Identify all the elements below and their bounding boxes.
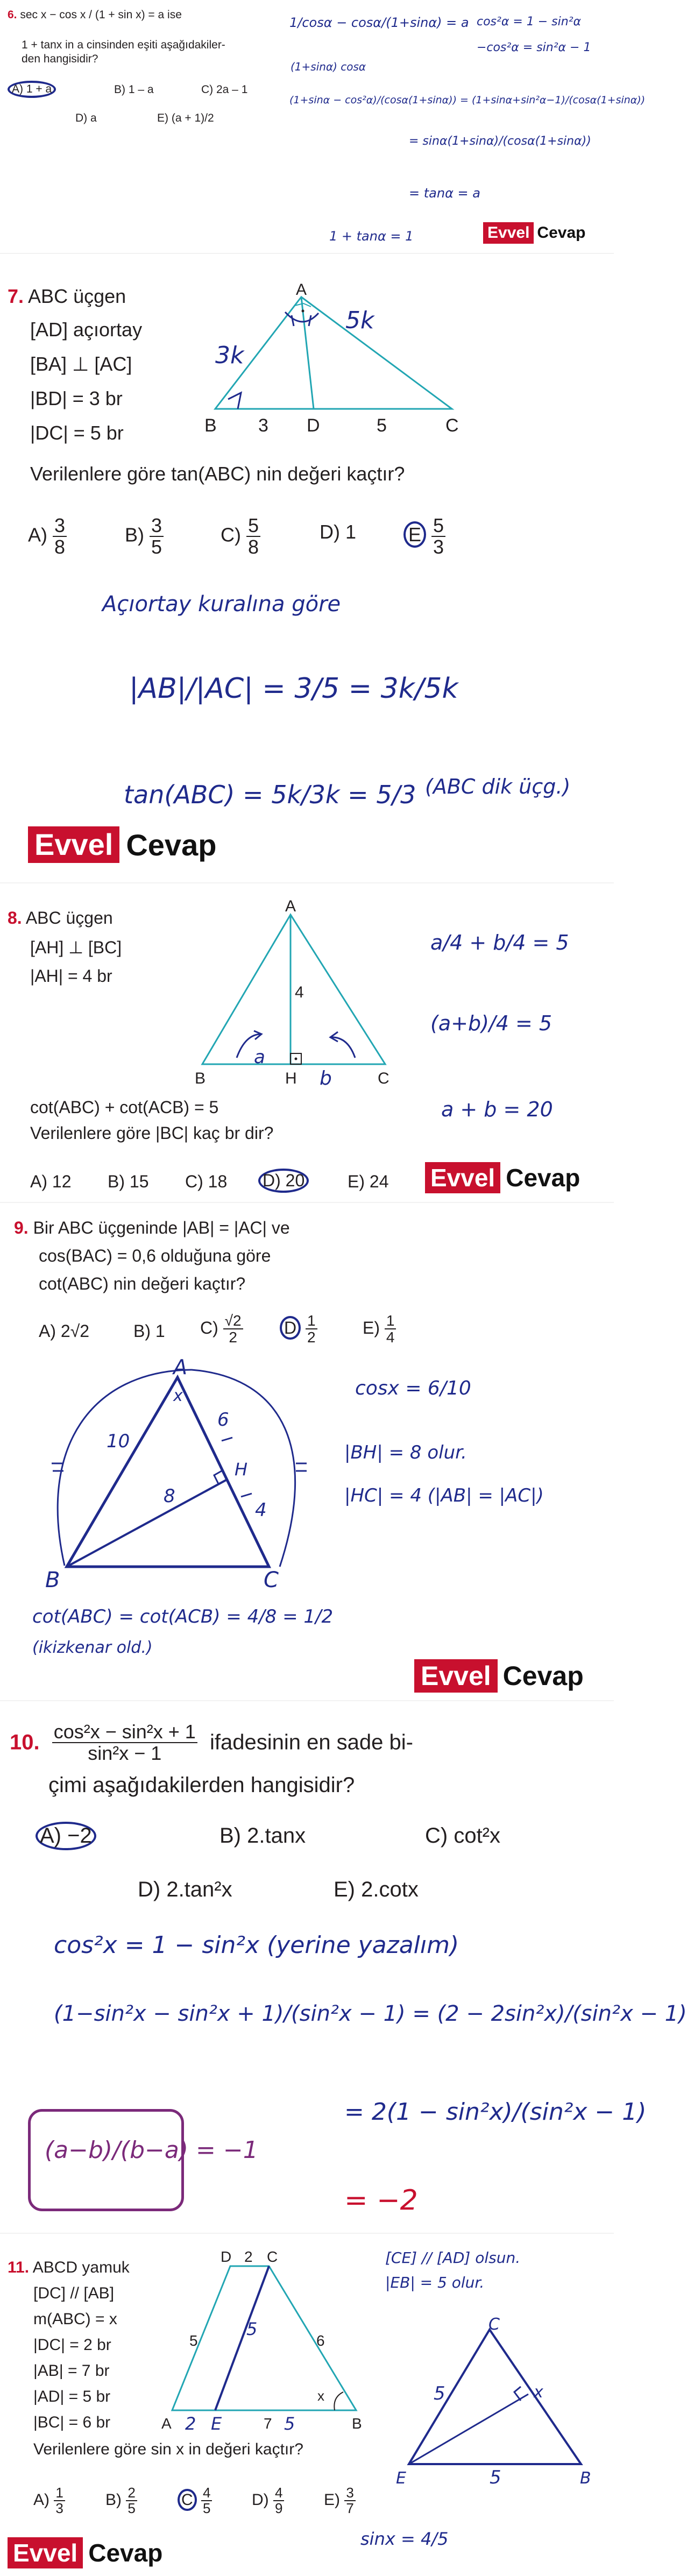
q7-option-d[interactable]: D) 1 — [320, 521, 357, 543]
q11-vertex-a: A — [161, 2415, 172, 2432]
q9-option-c[interactable]: C) $\frac{√2}{2}$ — [200, 1313, 243, 1346]
q8-work-2: (a+b)/4 = 5 — [430, 1011, 553, 1035]
evvel-logo: Evvel — [425, 1162, 500, 1193]
cevap-label: Cevap — [506, 1164, 580, 1192]
q11-line6: |AD| = 5 br — [33, 2388, 111, 2405]
q10-work-1: cos²x = 1 − sin²x (yerine yazalım) — [54, 1931, 459, 1959]
q11-vertex-d: D — [221, 2248, 232, 2265]
q6-option-e[interactable]: E) (a + 1)/2 — [157, 112, 214, 124]
q10-line2: çimi aşağıdakilerden hangisidir? — [48, 1773, 355, 1797]
q8-label-ah: 4 — [295, 983, 304, 1001]
q11-helper-e: E — [396, 2469, 406, 2488]
q9-line1: 9. Bir ABC üçgeninde |AB| = |AC| ve — [14, 1218, 290, 1237]
q9-vertex-b: B — [45, 1568, 60, 1593]
q6-work-5: (1+sinα − cos²α)/(cosα(1+sinα)) = (1+sinα+sin²α−1)/(cosα(1+sinα)) — [289, 94, 646, 106]
q11-label-ad: 5 — [189, 2332, 198, 2349]
q7-work-1: Açıortay kuralına göre — [102, 592, 341, 617]
q8-question: Verilenlere göre |BC| kaç br dir? — [30, 1123, 274, 1143]
q9-vertex-c: C — [264, 1568, 279, 1593]
q8-option-b[interactable]: B) 15 — [108, 1172, 149, 1191]
q11-work-1: [CE] // [AD] olsun. — [385, 2249, 521, 2267]
q7-line5: |DC| = 5 br — [30, 422, 124, 444]
q9-work-5: (ikizkenar old.) — [32, 1638, 153, 1657]
divider — [0, 253, 614, 254]
q10-work-3: = 2(1 − sin²x)/(sin²x − 1) — [344, 2098, 647, 2126]
q6-evvel-cevap-badge[interactable] — [483, 222, 585, 244]
q7-work-2: |AB|/|AC| = 3/5 = 3k/5k — [129, 673, 458, 705]
q11-vertex-e: E — [211, 2414, 222, 2434]
q10-numerator: cos²x − sin²x + 1 — [52, 1722, 197, 1743]
q11-option-b[interactable]: B) $\frac{2}{5}$ — [105, 2486, 137, 2516]
q10-number: 10. — [10, 1730, 40, 1754]
q8-equation: cot(ABC) + cot(ACB) = 5 — [30, 1098, 219, 1117]
q9-work-2: |BH| = 8 olur. — [344, 1442, 467, 1463]
q9-line2: cos(BAC) = 0,6 olduğuna göre — [39, 1246, 271, 1265]
evvel-logo: Evvel — [28, 826, 119, 863]
q11-helper-eb: 5 — [490, 2467, 501, 2488]
q8-option-c[interactable]: C) 18 — [185, 1172, 228, 1191]
q8-line3: |AH| = 4 br — [30, 966, 112, 986]
q7-line4: |BD| = 3 br — [30, 387, 123, 409]
q7-work-3: tan(ABC) = 5k/3k = 5/3 — [124, 780, 416, 809]
q11-line7: |BC| = 6 br — [33, 2414, 111, 2431]
q10-option-c[interactable]: C) cot²x — [425, 1824, 500, 1848]
q6-line2: 1 + tanx in a cinsinden eşiti aşağıdakiler- — [22, 39, 225, 51]
q8-work-3: a + b = 20 — [441, 1098, 553, 1121]
q6-option-c[interactable]: C) 2a – 1 — [201, 83, 248, 96]
q10-line1: 10. $\frac{\text{cos²x − sin²x + 1}}{\text{sin²x − 1}}$ ifadesinin en sade bi- — [10, 1721, 413, 1764]
q9-work-1: cosx = 6/10 — [355, 1377, 471, 1399]
q8-vertex-a: A — [285, 897, 296, 915]
q11-option-a[interactable]: A) $\frac{1}{3}$ — [33, 2486, 65, 2516]
q9-evvel-cevap-badge[interactable] — [414, 1659, 584, 1693]
q8-line2: [AH] ⊥ [BC] — [30, 938, 122, 957]
cevap-label: Cevap — [537, 224, 586, 242]
q9-work-4: cot(ABC) = cot(ACB) = 4/8 = 1/2 — [32, 1606, 334, 1627]
q11-vertex-c: C — [267, 2248, 278, 2265]
q6-work-2: cos²α = 1 − sin²α — [477, 15, 582, 29]
q11-option-c[interactable]: C $\frac{4}{5}$ — [178, 2486, 212, 2516]
q9-vertex-h: H — [235, 1459, 248, 1480]
q7-evvel-cevap-badge[interactable] — [28, 826, 216, 863]
q10-work-4: (a−b)/(b−a) = −1 — [45, 2136, 258, 2164]
cevap-label: Cevap — [126, 827, 217, 862]
q7-triangle-figure — [204, 280, 473, 441]
q8-vertex-h: H — [285, 1070, 297, 1087]
q7-line3: [BA] ⊥ [AC] — [30, 353, 132, 375]
q6-line1: 6. sec x − cos x / (1 + sin x) = a ise — [8, 9, 182, 21]
divider — [0, 1700, 614, 1701]
q7-label-dc: 5 — [377, 415, 387, 436]
q11-helper-c: C — [488, 2315, 500, 2334]
q8-label-b: b — [320, 1067, 332, 1089]
q11-line5: |AB| = 7 br — [33, 2362, 110, 2380]
q11-vertex-b: B — [352, 2415, 362, 2432]
divider — [0, 2233, 614, 2234]
q8-triangle-figure — [194, 893, 398, 1092]
q8-number: 8. — [8, 908, 22, 928]
q9-number: 9. — [14, 1218, 29, 1237]
q9-work-3: |HC| = 4 (|AB| = |AC|) — [344, 1485, 544, 1506]
q6-work-8: 1 + tanα = 1 — [329, 229, 414, 244]
q9-label-bh: 8 — [164, 1485, 175, 1507]
q11-angle-x: x — [317, 2388, 324, 2404]
q9-option-e[interactable]: E) $\frac{1}{4}$ — [363, 1313, 396, 1346]
q6-line3: den hangisidir? — [22, 53, 98, 65]
q7-option-b[interactable]: B) $\frac{3}{5}$ — [125, 515, 164, 557]
q10-note-box — [28, 2109, 258, 2211]
q11-work-2: |EB| = 5 olur. — [385, 2274, 485, 2291]
q9-label-ab: 10 — [107, 1431, 130, 1452]
q9-label-hc: 4 — [255, 1499, 267, 1521]
q6-work-3: −cos²α = sin²α − 1 — [477, 41, 591, 54]
q7-number: 7. — [8, 285, 24, 307]
q11-number: 11. — [8, 2259, 30, 2276]
q6-number: 6. — [8, 9, 17, 21]
q6-work-7: = tanα = a — [409, 186, 480, 201]
q7-vertex-c: C — [445, 415, 459, 436]
q6-work-6: = sinα(1+sinα)/(cosα(1+sinα)) — [409, 135, 591, 148]
q11-question: Verilenlere göre sin x in değeri kaçtır? — [33, 2440, 303, 2458]
q6-work-4: (1+sinα) cosα — [291, 60, 366, 73]
q7-vertex-d: D — [307, 415, 320, 436]
q7-vertex-b: B — [204, 415, 217, 436]
divider — [0, 882, 614, 883]
q7-vertex-a: A — [296, 281, 307, 299]
q6-option-b[interactable]: B) 1 – a — [114, 83, 154, 96]
q9-vertex-a: A — [173, 1355, 187, 1379]
q11-line1: 11. ABCD yamuk — [8, 2259, 130, 2276]
q11-option-d[interactable]: D) $\frac{4}{9}$ — [252, 2486, 284, 2516]
q8-option-d[interactable]: D) 20 — [258, 1169, 309, 1193]
q7-label-3k: 3k — [215, 342, 244, 369]
q7-line2: [AD] açıortay — [30, 319, 143, 341]
q11-label-ae: 2 — [185, 2414, 196, 2434]
q10-option-d[interactable]: D) 2.tan²x — [138, 1878, 232, 1901]
q11-line2: [DC] // [AB] — [33, 2284, 115, 2302]
q9-option-b[interactable]: B) 1 — [133, 1321, 165, 1341]
q10-option-a[interactable]: A) −2 — [36, 1822, 96, 1850]
q9-option-a[interactable]: A) 2√2 — [39, 1321, 90, 1341]
q9-label-ah: 6 — [217, 1409, 229, 1431]
q11-evvel-cevap-badge[interactable] — [8, 2537, 162, 2568]
evvel-logo: Evvel — [483, 222, 534, 244]
q7-label-bd: 3 — [258, 415, 268, 436]
q6-option-a[interactable]: A) 1 + a — [8, 81, 56, 98]
q11-label-dc: 2 — [244, 2248, 253, 2265]
q11-work-3: sinx = 4/5 — [360, 2529, 449, 2549]
q8-vertex-c: C — [378, 1070, 389, 1087]
divider — [0, 1202, 614, 1203]
q6-option-d[interactable]: D) a — [75, 112, 97, 124]
q7-option-c[interactable]: C) $\frac{5}{8}$ — [221, 515, 260, 557]
q10-option-e[interactable]: E) 2.cotx — [334, 1878, 419, 1901]
q8-work-1: a/4 + b/4 = 5 — [430, 931, 569, 954]
q11-label-eb: 5 — [284, 2414, 295, 2434]
q10-work-2: (1−sin²x − sin²x + 1)/(sin²x − 1) = (2 − 2sin²x)/(sin²x − 1) — [54, 2001, 687, 2026]
q8-option-a[interactable]: A) 12 — [30, 1172, 72, 1191]
q11-label-ab: 7 — [264, 2415, 272, 2432]
q11-helper-b: B — [580, 2469, 591, 2488]
q11-line4: |DC| = 2 br — [33, 2336, 111, 2354]
cevap-label: Cevap — [88, 2539, 163, 2567]
cevap-label: Cevap — [502, 1661, 584, 1691]
q10-denominator: sin²x − 1 — [88, 1742, 162, 1764]
q6-work-1: 1/cosα − cosα/(1+sinα) = a — [289, 15, 469, 30]
q7-question: Verilenlere göre tan(ABC) nin değeri kaçtır? — [30, 463, 405, 485]
q11-option-e[interactable]: E) $\frac{3}{7}$ — [324, 2486, 356, 2516]
q10-work-5: = −2 — [344, 2184, 418, 2217]
q11-helper-triangle — [387, 2308, 613, 2491]
q11-helper-x: x — [534, 2383, 543, 2402]
q9-triangle-figure — [32, 1356, 334, 1598]
q9-angle-x: x — [173, 1386, 183, 1405]
q9-line3: cot(ABC) nin değeri kaçtır? — [39, 1274, 246, 1293]
evvel-logo: Evvel — [414, 1659, 498, 1693]
q11-line3: m(ABC) = x — [33, 2310, 117, 2328]
q8-option-e[interactable]: E) 24 — [348, 1172, 389, 1191]
q10-option-b[interactable]: B) 2.tanx — [219, 1824, 306, 1848]
q11-trapezoid-figure — [161, 2249, 366, 2432]
q8-vertex-b: B — [195, 1070, 206, 1087]
q7-option-a[interactable]: A) $\frac{3}{8}$ — [28, 515, 67, 557]
q7-line1: 7. ABC üçgen — [8, 285, 126, 307]
q8-line1: 8. ABC üçgen — [8, 908, 113, 928]
evvel-logo: Evvel — [8, 2537, 83, 2568]
q8-evvel-cevap-badge[interactable] — [425, 1162, 580, 1193]
q7-option-e[interactable]: E $\frac{5}{3}$ — [403, 515, 445, 557]
q11-label-bc: 6 — [316, 2332, 325, 2349]
q11-helper-ce: 5 — [434, 2383, 445, 2404]
q11-label-ce: 5 — [246, 2319, 258, 2339]
q7-label-5k: 5k — [345, 307, 374, 334]
q9-option-d[interactable]: D $\frac{1}{2}$ — [280, 1313, 317, 1346]
q7-work-4: (ABC dik üçg.) — [425, 775, 571, 798]
q8-label-a: a — [254, 1046, 265, 1068]
